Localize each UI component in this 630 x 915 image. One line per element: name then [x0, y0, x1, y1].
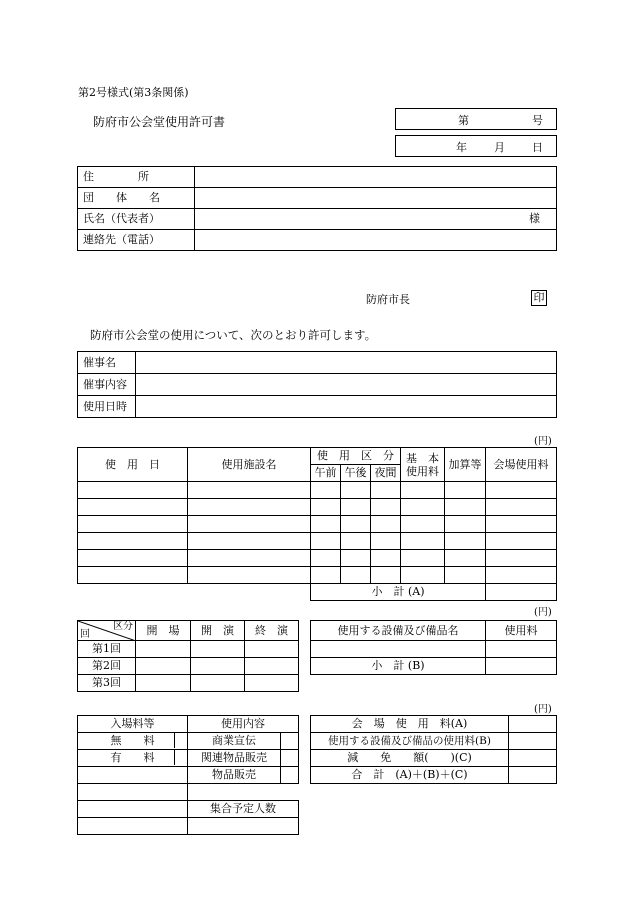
- event-content-field[interactable]: [136, 374, 557, 396]
- permit-statement: 防府市公会堂の使用について、次のとおり許可します。: [90, 328, 377, 342]
- total-field[interactable]: [509, 767, 557, 784]
- paid-checkbox[interactable]: [174, 750, 187, 765]
- col-night: 夜間: [371, 465, 401, 482]
- subtotal-a-field[interactable]: [486, 584, 557, 601]
- commercial-checkbox[interactable]: [281, 733, 299, 750]
- seal-mark: 印: [531, 290, 547, 306]
- equipment-fee-field[interactable]: [509, 733, 557, 750]
- col-usage-division: 使 用 区 分: [311, 448, 401, 465]
- usage-table: [77, 447, 557, 601]
- attendance-field[interactable]: [188, 818, 299, 835]
- table-row[interactable]: [78, 482, 557, 499]
- subtotal-a-label: 小 計 (A): [311, 584, 486, 601]
- name-suffix: 様: [529, 212, 540, 225]
- col-morning: 午前: [311, 465, 341, 482]
- col-admission: 入場料等: [78, 716, 188, 733]
- event-name-label: 催事名: [78, 352, 136, 374]
- date-day: 日: [532, 141, 543, 154]
- corner-cell: [78, 621, 136, 641]
- event-datetime-field[interactable]: [136, 396, 557, 418]
- permit-number-box[interactable]: [395, 108, 557, 130]
- table-row[interactable]: [311, 641, 557, 658]
- row-label: 第3回: [78, 675, 136, 692]
- applicant-table: [77, 166, 557, 251]
- reduction-label: 減 免 額( )(C): [311, 750, 509, 767]
- col-afternoon: 午後: [341, 465, 371, 482]
- col-venue-fee: 会場使用料: [486, 448, 557, 482]
- table-row[interactable]: [78, 516, 557, 533]
- admission-blank[interactable]: [78, 767, 188, 784]
- subtotal-b-field[interactable]: [486, 658, 557, 675]
- venue-fee-field[interactable]: [509, 716, 557, 733]
- equipment-table: [310, 620, 557, 675]
- free-label: 無 料: [110, 734, 155, 747]
- table-row[interactable]: [78, 499, 557, 516]
- col-surcharge: 加算等: [445, 448, 486, 482]
- table-row[interactable]: [78, 658, 299, 675]
- col-facility-name: 使用施設名: [188, 448, 311, 482]
- usage-commercial: 商業宣伝: [188, 733, 281, 750]
- performance-table: [77, 620, 299, 692]
- name-label: 氏名（代表者）: [78, 209, 195, 230]
- name-field[interactable]: [195, 209, 557, 230]
- reduction-field[interactable]: [509, 750, 557, 767]
- col-start: 開 演: [191, 621, 245, 641]
- usage-related-sales: 関連物品販売: [188, 750, 281, 767]
- performance-unit: (円): [534, 607, 552, 618]
- mayor-title: 防府市長: [366, 293, 410, 306]
- admission-blank[interactable]: [78, 784, 188, 801]
- group-field[interactable]: [195, 188, 557, 209]
- related-sales-checkbox[interactable]: [281, 750, 299, 767]
- date-year: 年: [456, 141, 467, 154]
- subtotal-b-label: 小 計 (B): [311, 658, 486, 675]
- group-label: 団 体 名: [78, 188, 195, 209]
- base-fee-line1: 基 本: [406, 451, 439, 465]
- corner-top-label: 区分: [113, 621, 133, 632]
- usage-unit: (円): [534, 436, 552, 447]
- admission-unit: (円): [534, 704, 552, 715]
- table-row[interactable]: [78, 567, 557, 584]
- venue-fee-label: 会 場 使 用 料(A): [311, 716, 509, 733]
- total-label: 合 計 (A)＋(B)＋(C): [311, 767, 509, 784]
- event-datetime-label: 使用日時: [78, 396, 136, 418]
- table-row[interactable]: [78, 533, 557, 550]
- number-go: 号: [532, 114, 543, 127]
- row-label: 第2回: [78, 658, 136, 675]
- contact-field[interactable]: [195, 230, 557, 251]
- address-field[interactable]: [195, 167, 557, 188]
- admission-paid[interactable]: [78, 750, 188, 767]
- document-title: 防府市公会堂使用許可書: [93, 115, 226, 129]
- col-open: 開 場: [136, 621, 191, 641]
- event-table: [77, 351, 557, 418]
- table-row[interactable]: [78, 550, 557, 567]
- col-usage-content: 使用内容: [188, 716, 299, 733]
- event-content-label: 催事内容: [78, 374, 136, 396]
- summary-table: [310, 715, 557, 784]
- admission-free[interactable]: [78, 733, 188, 750]
- goods-sales-checkbox[interactable]: [281, 767, 299, 784]
- row-label: 第1回: [78, 641, 136, 658]
- number-dai: 第: [458, 114, 469, 127]
- col-usage-date: 使 用 日: [78, 448, 188, 482]
- paid-label: 有 料: [110, 751, 155, 764]
- equipment-fee-label: 使用する設備及び備品の使用料(B): [311, 733, 509, 750]
- date-month: 月: [494, 141, 505, 154]
- admission-blank[interactable]: [78, 801, 188, 818]
- free-checkbox[interactable]: [174, 733, 187, 748]
- attendance-label: 集合予定人数: [188, 801, 299, 818]
- contact-label: 連絡先（電話）: [78, 230, 195, 251]
- base-fee-line2: 使用料: [406, 464, 439, 478]
- event-name-field[interactable]: [136, 352, 557, 374]
- table-row[interactable]: [78, 641, 299, 658]
- admission-blank[interactable]: [78, 818, 188, 835]
- col-equipment-fee: 使用料: [486, 621, 557, 641]
- corner-bottom-label: 回: [80, 629, 90, 640]
- col-end: 終 演: [245, 621, 299, 641]
- permit-date-box[interactable]: [395, 135, 557, 157]
- col-base-fee: [401, 448, 445, 482]
- col-equipment-name: 使用する設備及び備品名: [311, 621, 486, 641]
- form-number: 第2号様式(第3条関係): [78, 86, 189, 99]
- table-row[interactable]: [78, 675, 299, 692]
- usage-goods-sales: 物品販売: [188, 767, 281, 784]
- admission-table: [77, 715, 299, 835]
- address-label: 住 所: [78, 167, 195, 188]
